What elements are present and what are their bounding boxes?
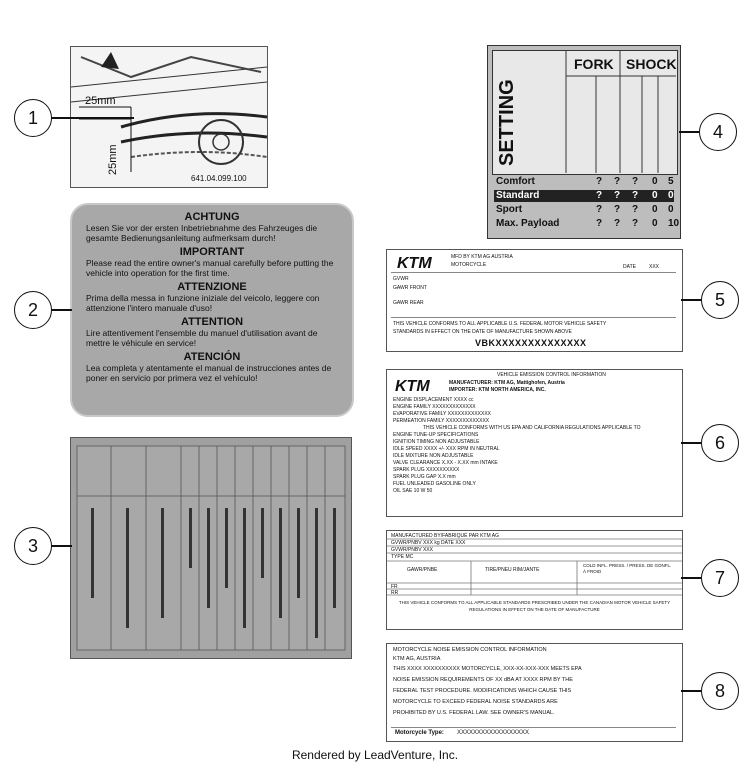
emission-line: THIS VEHICLE CONFORMS WITH US EPA AND CALIFORNIA REGULATIONS APPLICABLE TO — [423, 425, 641, 431]
setting-cell: ? — [632, 176, 639, 187]
gawr-front-label: GAWR FRONT — [393, 285, 427, 291]
noise-line: MOTORCYCLE NOISE EMISSION CONTROL INFORMATION — [393, 647, 547, 653]
canada-line-4: TYPE MC — [391, 554, 414, 560]
ktm-logo: KTM — [397, 255, 432, 272]
warning-title-en: IMPORTANT — [179, 246, 245, 258]
noise-line: NOISE EMISSION REQUIREMENTS OF XX dBA AT XXXX RPM BY THE — [393, 677, 573, 683]
footer-credit: Rendered by LeadVenture, Inc. — [291, 748, 459, 762]
warning-title-it: ATTENZIONE — [177, 281, 247, 293]
canada-line-2: GVWR/PNBV XXX kg DATE XXX — [391, 540, 466, 546]
noise-line: FEDERAL TEST PROCEDURE. MODIFICATIONS WHICH CAUSE THIS — [393, 688, 572, 694]
setting-cell: ? — [614, 218, 621, 229]
callout-2: 2 — [14, 291, 52, 329]
tire-rim-column: TIRE/PNEU RIM/JANTE — [485, 567, 540, 573]
emission-line: PERMEATION FAMILY XXXXXXXXXXXXX — [393, 418, 490, 424]
warning-title-fr: ATTENTION — [180, 316, 244, 328]
setting-heading: SETTING — [496, 79, 518, 166]
setting-cell: ? — [614, 190, 621, 201]
vin-number: VBKXXXXXXXXXXXXXX — [475, 338, 587, 348]
warning-title-es: ATENCIÓN — [183, 351, 241, 363]
setting-cell: 5 — [668, 176, 674, 187]
emission-line: IDLE SPEED XXXX +/- XXX RPM IN NEUTRAL — [393, 446, 500, 452]
callout-6: 6 — [701, 424, 739, 462]
emission-line: ENGINE DISPLACEMENT XXXX cc — [393, 397, 474, 403]
noise-line: KTM AG, AUSTRIA — [393, 656, 441, 662]
setting-row-standard-label: Standard — [496, 190, 540, 201]
emission-heading: VEHICLE EMISSION CONTROL INFORMATION — [497, 372, 606, 378]
setting-row-max-payload — [494, 218, 680, 230]
setting-cell: ? — [632, 218, 639, 229]
maintenance-table-label — [70, 437, 352, 659]
part-number: 641.04.099.100 — [191, 174, 247, 183]
setting-cell: ? — [596, 218, 603, 229]
setting-cell: 10 — [668, 218, 680, 229]
gvwr-label: GVWR — [393, 276, 409, 282]
setting-cell: ? — [596, 176, 603, 187]
callout-8: 8 — [701, 672, 739, 710]
date-label: DATE — [623, 264, 636, 270]
emission-line: VALVE CLEARANCE X.XX - X.XX mm INTAKE — [393, 460, 498, 466]
setting-cell: 0 — [652, 204, 658, 215]
setting-cell: ? — [614, 176, 621, 187]
warning-title-de: ACHTUNG — [184, 211, 240, 223]
emission-line: ENGINE FAMILY XXXXXXXXXXXXX — [393, 404, 476, 410]
motorcycle-type-value: XXXXXXXXXXXXXXXXXX — [457, 730, 530, 736]
emission-line: IDLE MIXTURE NON ADJUSTABLE — [393, 453, 474, 459]
conformity-line-2: STANDARDS IN EFFECT ON THE DATE OF MANUFACTURE SHOWN ABOVE — [393, 329, 572, 335]
dimension-horizontal: 25mm — [85, 95, 116, 107]
setting-cell: ? — [614, 204, 621, 215]
noise-emission-label — [386, 643, 683, 742]
callout-1: 1 — [14, 99, 52, 137]
emission-line: EVAPORATIVE FAMILY XXXXXXXXXXXXX — [393, 411, 492, 417]
date-value: XXX — [649, 264, 660, 270]
conformity-line-1: THIS VEHICLE CONFORMS TO ALL APPLICABLE U.S. FEDERAL MOTOR VEHICLE SAFETY — [393, 321, 607, 327]
emission-line: FUEL UNLEADED GASOLINE ONLY — [393, 481, 476, 487]
setting-cell: 0 — [668, 204, 674, 215]
vehicle-type: MOTORCYCLE — [451, 262, 487, 268]
setting-cell: ? — [632, 190, 639, 201]
setting-cell: 0 — [652, 176, 658, 187]
callout-5: 5 — [701, 281, 739, 319]
setting-cell: 0 — [652, 218, 658, 229]
canada-line-3: GVWR/PNBV XXX — [391, 547, 433, 553]
setting-cell: 0 — [652, 190, 658, 201]
gawr-rear-label: GAWR REAR — [393, 300, 424, 306]
canada-line-1: MANUFACTURED BY/FABRIQUÉ PAR KTM AG — [391, 533, 499, 539]
fork-heading: FORK — [574, 56, 614, 72]
callout-3: 3 — [14, 527, 52, 565]
warning-body-it: Prima della messa in funzione iniziale del veicolo, leggere con attenzione l'intero manuale d'uso! — [86, 293, 320, 313]
warning-body-de: Lesen Sie vor der ersten Inbetriebnahme des Fahrzeuges die gesamte Bedienungsanleitung aufmerksam durch! — [86, 223, 318, 243]
dimension-vertical: 25mm — [107, 144, 119, 175]
setting-row-comfort-label: Comfort — [496, 176, 535, 187]
warning-body-es: Lea completa y atentamente el manual de instrucciones antes de poner en servicio por primera vez el vehículo! — [86, 363, 332, 383]
setting-cell: ? — [632, 204, 639, 215]
front-row: FR — [391, 584, 398, 590]
emission-line: ENGINE TUNE-UP SPECIFICATIONS — [393, 432, 479, 438]
setting-row-max-payload-label: Max. Payload — [496, 218, 560, 229]
ktm-logo-emission: KTM — [395, 378, 430, 395]
motorcycle-type-label: Motorcycle Type: — [395, 730, 444, 736]
noise-line: THIS XXXX XXXXXXXXXX MOTORCYCLE, XXX-XX-XXX-XXX MEETS EPA — [393, 666, 582, 672]
maintenance-table-grid — [71, 438, 351, 658]
emission-line: SPARK PLUG GAP X.X mm — [393, 474, 456, 480]
emission-line: IGNITION TIMING NON ADJUSTABLE — [393, 439, 480, 445]
owners-manual-warning-label — [70, 203, 354, 417]
gawr-column: GAWR/PNBE — [407, 567, 438, 573]
vehicle-safety-label — [386, 249, 683, 352]
emission-control-label — [386, 369, 683, 517]
setting-row-standard — [494, 190, 674, 202]
setting-row-comfort — [494, 176, 674, 188]
setting-cell: ? — [596, 204, 603, 215]
callout-7: 7 — [701, 559, 739, 597]
emission-line: OIL SAE 10 W 50 — [393, 488, 433, 494]
warning-body-en: Please read the entire owner's manual carefully before putting the vehicle into operation for the first time. — [86, 258, 334, 278]
callout-4: 4 — [699, 113, 737, 151]
setting-cell: 0 — [668, 190, 674, 201]
shock-heading: SHOCK — [626, 56, 677, 72]
rear-row: RR — [391, 590, 399, 596]
warning-body-fr: Lire attentivement l'ensemble du manuel d'utilisation avant de mettre le véhicule en service! — [86, 328, 318, 348]
mfd-text: MFD BY KTM AG AUSTRIA — [451, 254, 513, 260]
manufacturer-line: MANUFACTURER: KTM AG, Mattighofen, Austria — [449, 380, 565, 386]
setting-row-sport — [494, 204, 674, 216]
pressure-column: COLD INFL. PRESS. / PRESS. DE GONFL. À FROID — [583, 563, 672, 574]
canada-conformity-note: THIS VEHICLE CONFORMS TO ALL APPLICABLE STANDARDS PRESCRIBED UNDER THE CANADIAN MOTOR VEHICLE SAFETY REGULATIONS IN EFFECT ON THE DATE OF MANUFACTURE — [398, 600, 671, 612]
noise-line: MOTORCYCLE TO EXCEED FEDERAL NOISE STANDARDS ARE — [393, 699, 558, 705]
importer-line: IMPORTER: KTM NORTH AMERICA, INC. — [449, 387, 546, 393]
canadian-safety-label — [386, 530, 683, 630]
suspension-setting-label — [487, 45, 681, 239]
noise-line: PROHIBITED BY U.S. FEDERAL LAW. SEE OWNER'S MANUAL. — [393, 710, 555, 716]
canada-label-grid — [387, 531, 682, 629]
setting-row-sport-label: Sport — [496, 204, 523, 215]
setting-cell: ? — [596, 190, 603, 201]
setting-grid — [492, 50, 676, 173]
emission-line: SPARK PLUG XXXXXXXXXX — [393, 467, 460, 473]
